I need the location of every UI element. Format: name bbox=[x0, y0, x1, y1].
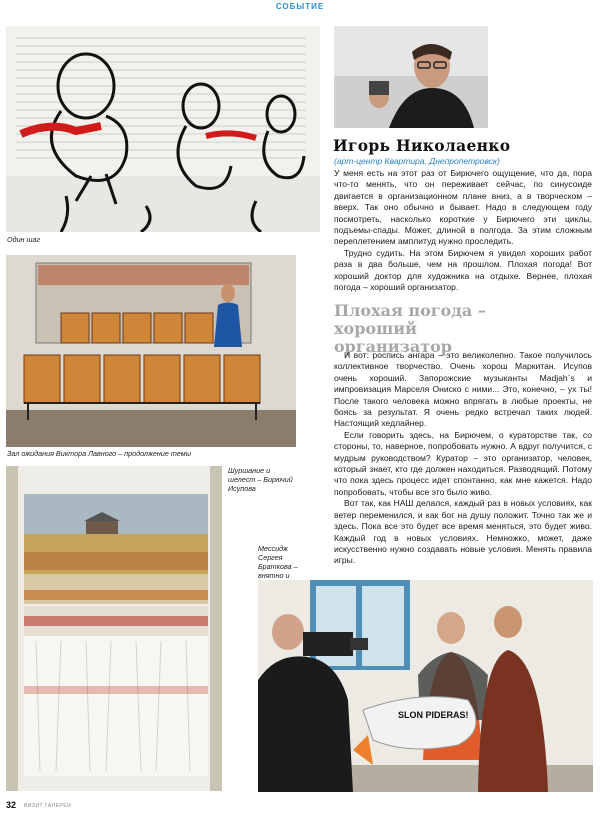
intro-paragraph: У меня есть на этот раз от Бирючего ощущение, что да, пора что-то менять, что он переживает сейчас, по синусоиде двигается в организационном плане вниз, а в творческом – вверх. Так оно обычно и бывает. Надо в следующем году посмотреть, насколько короткие у Бирючего эти циклы, подъемы-спады. Может, длиной в полгода. За этим сложным переплетением амплитуд нужно проследить. bbox=[334, 168, 592, 247]
page-number: 32 bbox=[6, 800, 17, 810]
caption-rustle: Шуршание и шелест – Бирючий Исупова bbox=[228, 466, 293, 493]
body-text bbox=[334, 350, 592, 567]
photo-waiting-hall bbox=[6, 255, 296, 447]
person-name: Игорь Николаенко bbox=[333, 136, 511, 155]
photo-portrait bbox=[334, 26, 488, 128]
body-paragraph: Если говорить здесь, на Бирючем, о кураторстве так, со стороны, то, наверное, попробовать нужно. А вдруг получится, с мудрым руководством? Куратор – это организатор, человек, который знает, кто где должен находиться. Разводящий. Потому что пока здесь процесс идет спонтанно, как мне кажется. Надо попробовать, чтобы все это было живо. bbox=[334, 429, 592, 497]
caption-message: Мессидж Сергея Браткова – внятно и bbox=[258, 544, 298, 580]
sign-text: SLON PIDERAS! bbox=[398, 710, 469, 720]
section-tag: СОБЫТИЕ bbox=[275, 2, 325, 11]
person-affiliation: (арт-центр Квартира, Днепропетровск) bbox=[334, 156, 500, 166]
body-paragraph: Вот так, как НАШ делался, каждый раз в новых условиях, как ветер переменился, и как бог на душу положит. Точно так же и здесь. Пока все это будет все время меняться, это будет живо. Каждый год в новых условиях. Немножко, может, даже искусственно нужно создавать новые условия. Менять правила игры. bbox=[334, 498, 592, 566]
photo-mural bbox=[6, 26, 320, 232]
intro-text bbox=[334, 168, 592, 293]
body-paragraph: И вот: роспись ангара – это великолепно. Такое получилось коллективное творчество. Очень хорош Маркитан. Исупов очень хороший. Запорожские музыканты Madjah`s и импровизация Марселя Ониско с ними... Это, конечно, – ух ты! После такого человека можно впрягать в любые проекты, не боясь за результат. Я очень редко встречал таких людей. Настоящий хедлайнер. bbox=[334, 350, 592, 429]
subheading: Плохая погода – хороший организатор bbox=[334, 301, 486, 356]
caption-waiting-hall: Зал ожидания Виктора Лавного – продолжение темы bbox=[7, 449, 191, 458]
magazine-name: ВИЗИТ ГАЛЕРЕИ bbox=[24, 803, 72, 809]
photo-field-artwork bbox=[6, 466, 222, 791]
caption-one-step: Один шаг bbox=[7, 235, 41, 244]
intro-paragraph: Трудно судить. На этом Бирючем я увидел хороших работ раза в два больше, чем на прошлом. Плохая погода! Вот хороший доктор для художника на отдыхе. Вернее, плохая погода – хороший организатор. bbox=[334, 247, 592, 293]
photo-interview bbox=[258, 580, 593, 792]
